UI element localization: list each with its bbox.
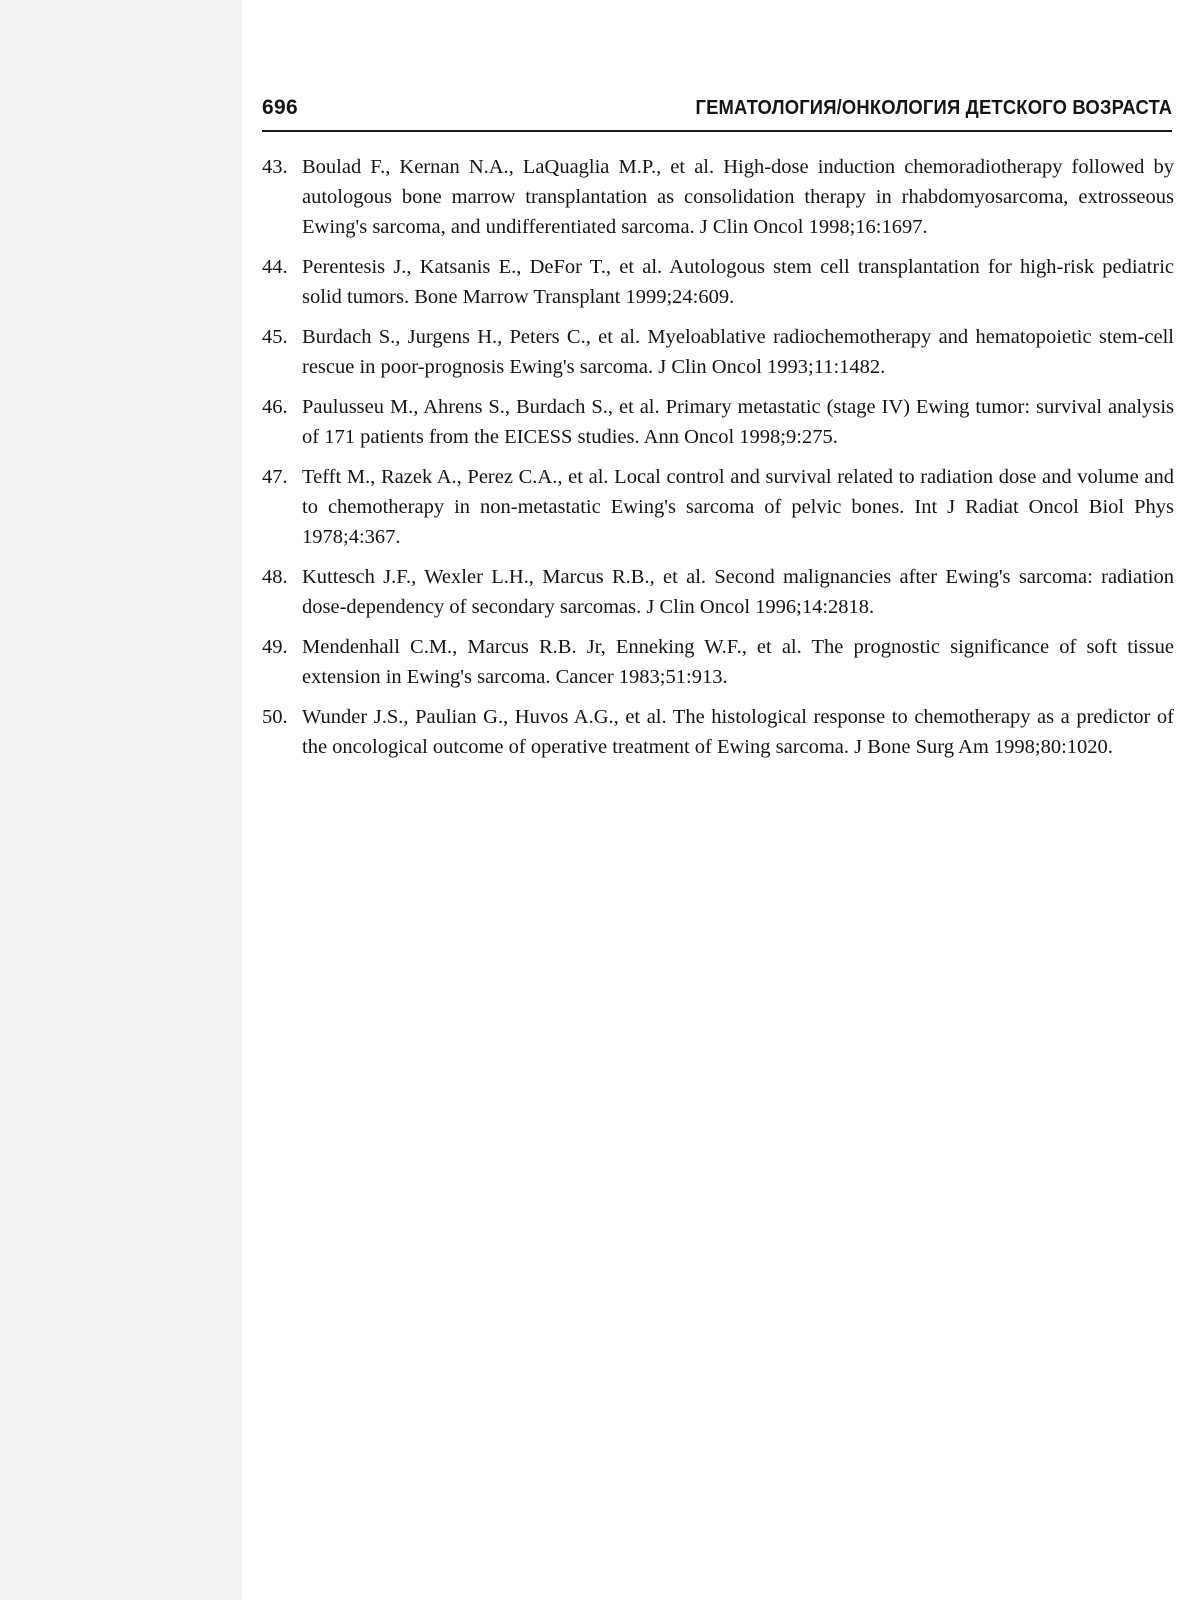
scan-margin bbox=[0, 0, 242, 1600]
reference-number: 48. bbox=[262, 566, 288, 588]
reference-item bbox=[262, 322, 1174, 382]
reference-item bbox=[262, 462, 1174, 552]
reference-number: 44. bbox=[262, 256, 288, 278]
reference-item bbox=[262, 562, 1174, 622]
reference-number: 50. bbox=[262, 706, 288, 728]
reference-number: 49. bbox=[262, 636, 288, 658]
page-number: 696 bbox=[262, 96, 298, 119]
page-header bbox=[262, 94, 1172, 132]
reference-number: 47. bbox=[262, 466, 288, 488]
reference-item bbox=[262, 392, 1174, 452]
reference-item bbox=[262, 152, 1174, 242]
reference-number: 45. bbox=[262, 326, 288, 348]
reference-text: Wunder J.S., Paulian G., Huvos A.G., et al. The histological response to chemotherapy as a predictor of the oncological outcome of operative treatment of Ewing sarcoma. J Bone Surg Am 1998;80:1020. bbox=[302, 706, 1174, 758]
reference-number: 46. bbox=[262, 396, 288, 418]
running-title: ГЕМАТОЛОГИЯ/ОНКОЛОГИЯ ДЕТСКОГО ВОЗРАСТА bbox=[695, 97, 1172, 119]
reference-text: Paulusseu M., Ahrens S., Burdach S., et al. Primary metastatic (stage IV) Ewing tumor: survival analysis of 171 patients from the EICESS studies. Ann Oncol 1998;9:275. bbox=[302, 396, 1174, 448]
reference-text: Tefft M., Razek A., Perez C.A., et al. Local control and survival related to radiation dose and volume and to chemotherapy in non-metastatic Ewing's sarcoma of pelvic bones. Int J Radiat Oncol Biol Phys 1978;4:367. bbox=[302, 466, 1174, 548]
reference-item bbox=[262, 632, 1174, 692]
reference-text: Kuttesch J.F., Wexler L.H., Marcus R.B., et al. Second malignancies after Ewing's sarcoma: radiation dose-dependency of secondary sarcomas. J Clin Oncol 1996;14:2818. bbox=[302, 566, 1174, 618]
reference-text: Burdach S., Jurgens H., Peters C., et al. Myeloablative radiochemotherapy and hematopoietic stem-cell rescue in poor-prognosis Ewing's sarcoma. J Clin Oncol 1993;11:1482. bbox=[302, 326, 1174, 378]
reference-text: Boulad F., Kernan N.A., LaQuaglia M.P., et al. High-dose induction chemoradiotherapy followed by autologous bone marrow transplantation as consolidation therapy in rhabdomyosarcoma, extrosseous Ewing's sarcoma, and undifferentiated sarcoma. J Clin Oncol 1998;16:1697. bbox=[302, 156, 1174, 238]
reference-number: 43. bbox=[262, 156, 288, 178]
reference-item bbox=[262, 252, 1174, 312]
reference-item bbox=[262, 702, 1174, 762]
reference-text: Perentesis J., Katsanis E., DeFor T., et al. Autologous stem cell transplantation for high-risk pediatric solid tumors. Bone Marrow Transplant 1999;24:609. bbox=[302, 256, 1174, 308]
reference-text: Mendenhall C.M., Marcus R.B. Jr, Enneking W.F., et al. The prognostic significance of soft tissue extension in Ewing's sarcoma. Cancer 1983;51:913. bbox=[302, 636, 1174, 688]
reference-list bbox=[262, 152, 1174, 772]
